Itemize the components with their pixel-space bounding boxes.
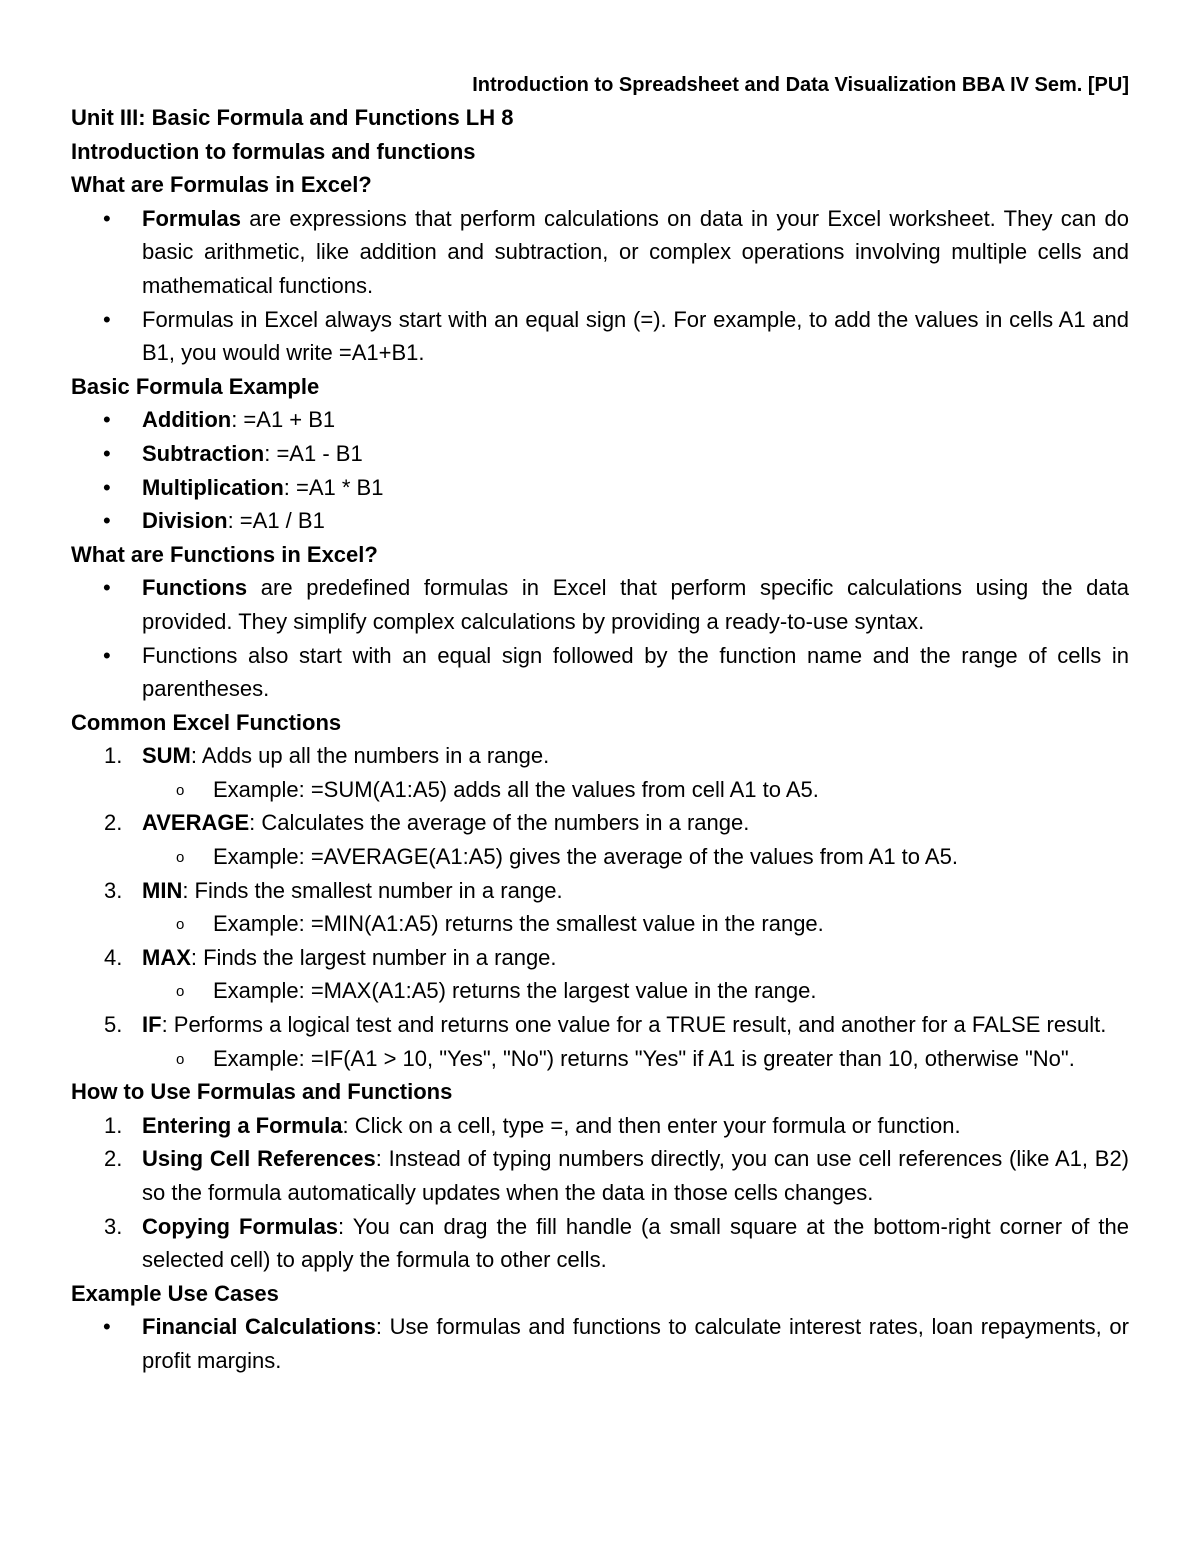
- list-item-term: Copying Formulas: [142, 1213, 339, 1239]
- list-item-text: are predefined formulas in Excel that perform specific calculations using the data provided. They simplify complex calculations by providing a ready-to-use syntax.: [142, 575, 1129, 634]
- list-item-term: SUM: [142, 743, 191, 769]
- list-item-term: Entering a Formula: [142, 1112, 343, 1138]
- use-cases-list: [71, 1310, 1129, 1377]
- list-item: [71, 739, 1129, 806]
- sub-list: [142, 974, 1129, 1008]
- how-to-use-list: [71, 1109, 1129, 1277]
- list-item: [71, 437, 1129, 471]
- list-item-text: : Finds the smallest number in a range.: [182, 877, 563, 903]
- list-item-term: Division: [142, 508, 228, 534]
- common-functions-heading: Common Excel Functions: [71, 709, 342, 735]
- functions-list: [71, 571, 1129, 705]
- list-item-text: : =A1 / B1: [227, 508, 325, 534]
- list-item-text: Functions also start with an equal sign followed by the function name and the range of cells in parentheses.: [142, 642, 1129, 702]
- intro-heading: Introduction to formulas and functions: [71, 138, 476, 164]
- list-item: [71, 202, 1129, 303]
- list-item: [71, 1210, 1129, 1277]
- list-item-text: : =A1 * B1: [283, 474, 384, 500]
- list-number: 4.: [104, 944, 123, 970]
- sub-list: [142, 773, 1129, 807]
- list-item-term: Using Cell References: [142, 1146, 376, 1172]
- list-number: 5.: [104, 1012, 123, 1038]
- running-head: Introduction to Spreadsheet and Data Visualization BBA IV Sem. [PU]: [472, 74, 1129, 96]
- list-item-term: Financial Calculations: [142, 1314, 376, 1340]
- list-item: [71, 874, 1129, 941]
- list-item-text: : Instead of typing numbers directly, you can use cell references (like A1, B2) so the formula automatically updates when the data in those cells changes.: [142, 1146, 1130, 1205]
- list-item: [71, 806, 1129, 873]
- list-number: 2.: [104, 810, 123, 836]
- page-content: [71, 101, 1129, 1378]
- basic-example-list: [71, 403, 1129, 537]
- list-item-text: : Calculates the average of the numbers in a range.: [249, 810, 750, 836]
- list-item-term: Addition: [142, 407, 232, 433]
- list-item-text: : =A1 - B1: [264, 440, 363, 466]
- list-item-term: MIN: [142, 877, 183, 903]
- example-item: o Example: =IF(A1 > 10, "Yes", "No") returns "Yes" if A1 is greater than 10, otherwise "No".: [142, 1042, 1129, 1076]
- list-item-text: : Performs a logical test and returns one value for a TRUE result, and another for a FALSE result.: [161, 1012, 1107, 1038]
- how-to-use-heading: How to Use Formulas and Functions: [71, 1079, 453, 1105]
- sub-list: [142, 1042, 1129, 1076]
- list-number: 3.: [104, 1213, 123, 1239]
- list-item: [71, 1142, 1129, 1209]
- sub-list: [142, 840, 1129, 874]
- unit-title: Unit III: Basic Formula and Functions LH 8: [71, 105, 514, 130]
- list-item-term: Multiplication: [142, 474, 284, 500]
- formulas-list: [71, 202, 1129, 370]
- formulas-heading: What are Formulas in Excel?: [71, 172, 372, 198]
- example-item: o Example: =SUM(A1:A5) adds all the values from cell A1 to A5.: [142, 773, 1129, 807]
- list-item: [71, 941, 1129, 1008]
- list-item-term: Formulas: [142, 205, 242, 231]
- list-item: [71, 403, 1129, 437]
- list-number: 3.: [104, 877, 123, 903]
- list-item-text: are expressions that perform calculations on data in your Excel worksheet. They can do basic arithmetic, like addition and subtraction, or complex operations involving multiple cells and mathematical functions.: [142, 205, 1129, 298]
- functions-heading: What are Functions in Excel?: [71, 541, 378, 567]
- list-item-term: AVERAGE: [142, 810, 250, 836]
- list-item-term: MAX: [142, 944, 191, 970]
- list-item-text: : Finds the largest number in a range.: [190, 944, 557, 970]
- list-item-text: Formulas in Excel always start with an equal sign (=). For example, to add the values in cells A1 and B1, you would write =A1+B1.: [142, 306, 1129, 366]
- list-number: 1.: [104, 1112, 123, 1138]
- list-number: 2.: [104, 1146, 123, 1172]
- list-item-text: : Use formulas and functions to calculate interest rates, loan repayments, or profit margins.: [142, 1314, 1129, 1373]
- example-item: o Example: =AVERAGE(A1:A5) gives the average of the values from A1 to A5.: [142, 840, 1129, 874]
- list-item-term: Subtraction: [142, 440, 265, 466]
- list-item-text: : Click on a cell, type =, and then enter your formula or function.: [342, 1112, 961, 1138]
- list-item: [71, 1008, 1129, 1075]
- list-item-text: : You can drag the fill handle (a small square at the bottom-right corner of the selected cell) to apply the formula to other cells.: [142, 1213, 1130, 1273]
- example-item: o Example: =MIN(A1:A5) returns the smallest value in the range.: [142, 907, 1129, 941]
- list-item-text: : Adds up all the numbers in a range.: [190, 743, 550, 769]
- list-item-term: IF: [142, 1012, 162, 1038]
- use-cases-heading: Example Use Cases: [71, 1280, 279, 1306]
- list-item: [71, 471, 1129, 505]
- list-item: [71, 1109, 1129, 1143]
- list-item-term: Functions: [142, 575, 248, 601]
- list-item-text: : =A1 + B1: [231, 407, 336, 433]
- list-item: [71, 639, 1129, 706]
- list-item: [71, 1310, 1129, 1377]
- list-item: [71, 303, 1129, 370]
- common-functions-list: [71, 739, 1129, 1075]
- example-item: o Example: =MAX(A1:A5) returns the largest value in the range.: [142, 974, 1129, 1008]
- list-item: [71, 571, 1129, 638]
- list-item: [71, 504, 1129, 538]
- sub-list: [142, 907, 1129, 941]
- list-number: 1.: [104, 743, 123, 769]
- basic-example-heading: Basic Formula Example: [71, 373, 320, 399]
